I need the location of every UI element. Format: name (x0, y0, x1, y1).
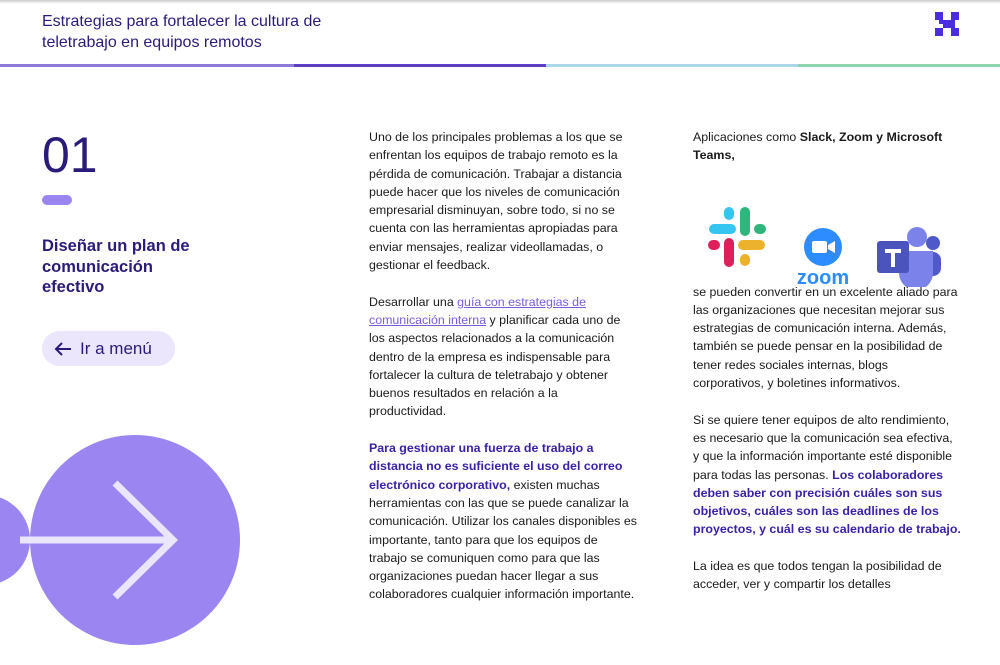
paragraph: se pueden convertir en un excelente aliado para las organizaciones que necesitan mejorar sus estrategias de comunicación interna. Además, también se puede pensar en la posibilidad de tener redes sociales internas, blogs corporativos, y boletines informativos. (693, 284, 958, 391)
paragraph: La idea es que todos tengan la posibilidad de acceder, ver y compartir los detalles (693, 559, 942, 592)
paragraph (693, 411, 961, 539)
top-shadow (0, 0, 1000, 4)
highlight-text: Para gestionar una fuerza de trabajo a distancia no es suficiente el uso del correo electrónico corporativo, (369, 441, 623, 492)
paragraph: Uno de los principales problemas a los que se enfrentan los equipos de trabajo remoto es la pérdida de comunicación. Trabajar a distancia puede hacer que los niveles de comunicación empresarial disminuyan, sobre todo, si no se cuenta con las herramientas apropiadas para enviar mensajes, realizar videollamadas, o gestionar el feedback. (369, 130, 623, 273)
zoom-wordmark: zoom (796, 266, 850, 287)
menu-button-label: Ir a menú (80, 338, 152, 358)
pixel-h-logo (935, 12, 959, 36)
arrow-decoration (0, 435, 250, 665)
content-column-3 (693, 128, 961, 612)
slack-logo (707, 207, 767, 267)
paragraph (369, 439, 637, 604)
content-column-2 (369, 128, 637, 622)
divider-bar-4 (798, 64, 1000, 67)
text: y planificar cada uno de los aspectos relacionados a la comunicación dentro de la empresa es indispensable para fortalecer la cultura de teletrabajo y obtener buenos resultados en relación a la productividad. (369, 312, 621, 419)
zoom-logo (791, 227, 855, 287)
teams-logo (877, 225, 943, 287)
highlight-text: Los colaboradores deben saber con precisión cuáles son sus objetivos, cuáles son las deadlines de los proyectos, y cuál es su calendario de trabajo. (693, 467, 961, 537)
title-line-2: teletrabajo en equipos remotos (42, 34, 262, 51)
section-pill (42, 195, 72, 205)
divider-bar-1 (0, 64, 294, 67)
text: existen muchas herramientas con las que se puede canalizar la comunicación. Utilizar los canales disponibles es importante, tanto para que los equipos de trabajo se comuniquen como para que las organizaciones puedan hacer llegar a sus colaboradores cualquier información importante. (369, 477, 637, 602)
paragraph (369, 293, 637, 421)
bold-text: Slack, Zoom y Microsoft Teams, (693, 130, 943, 163)
divider-bar-2 (294, 64, 546, 67)
arrow-left-icon (54, 341, 72, 357)
text: Aplicaciones como (693, 130, 800, 144)
page-title (42, 11, 321, 53)
text: Desarrollar una (369, 294, 458, 309)
paragraph (693, 128, 961, 165)
guide-link[interactable]: guía con estrategias de comunicación interna (369, 294, 586, 327)
text: Si se quiere tener equipos de alto rendimiento, es necesario que la comunicación sea efectiva, y que la información importante esté disponible para todas las personas. (693, 412, 953, 482)
divider-bar-3 (546, 64, 798, 67)
app-logos (693, 165, 961, 287)
back-to-menu-button[interactable] (42, 331, 175, 366)
title-line-1: Estrategias para fortalecer la cultura de (42, 13, 322, 30)
section-title: Diseñar un plan de comunicación efectivo (42, 237, 190, 296)
section-number: 01 (42, 127, 98, 183)
